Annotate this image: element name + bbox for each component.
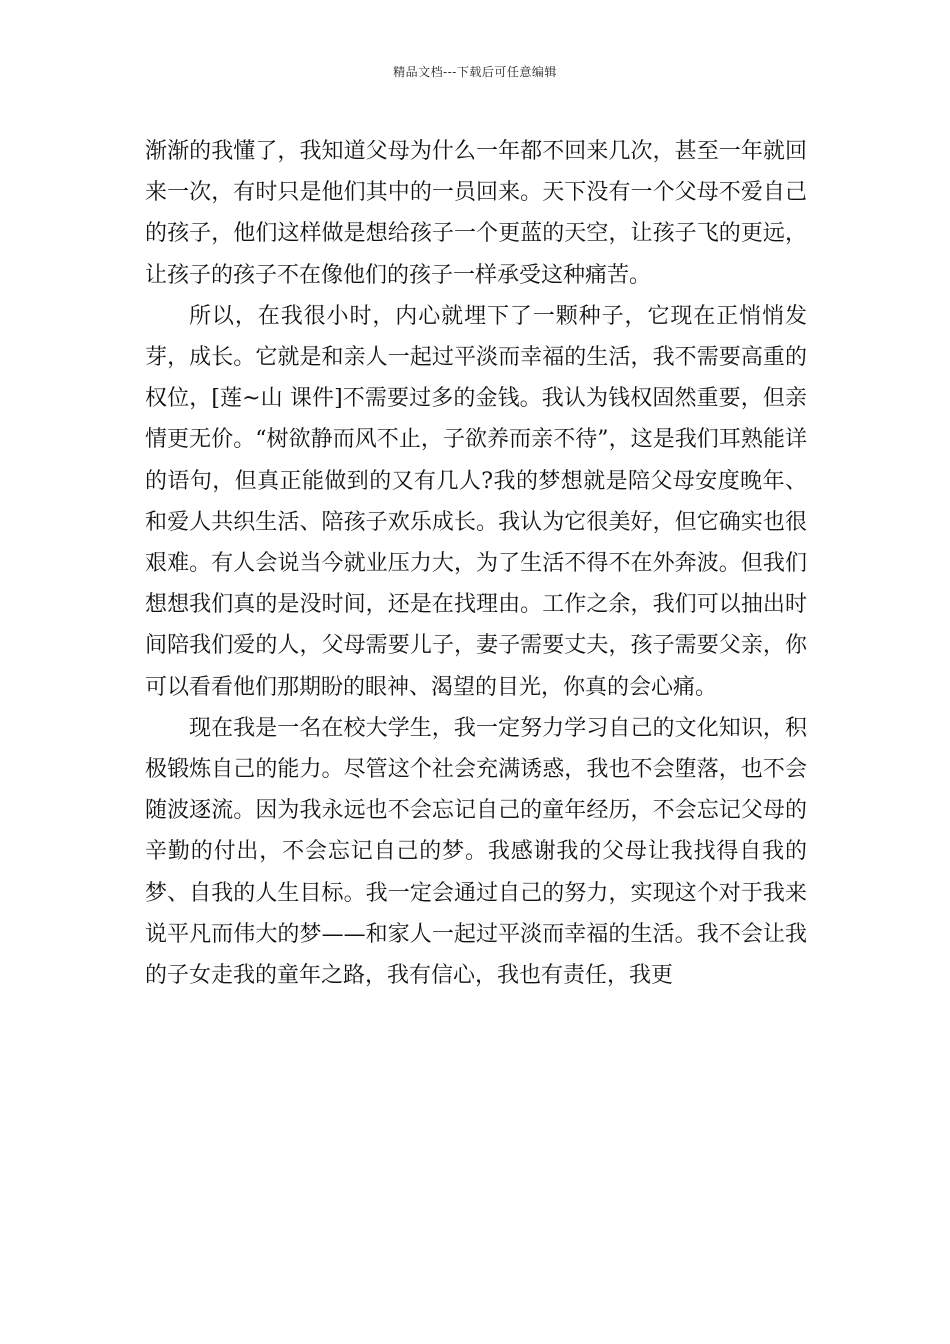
paragraph-3: 现在我是一名在校大学生，我一定努力学习自己的文化知识，积极锻炼自己的能力。尽管这个社会充满诱惑，我也不会堕落，也不会随波逐流。因为我永远也不会忘记自己的童年经历，不会忘记父母的辛勤的付出，不会忘记自己的梦。我感谢我的父母让我找得自我的梦、自我的人生目标。我一定会通过自己的努力，实现这个对于我来说平凡而伟大的梦——和家人一起过平淡而幸福的生活。我不会让我的子女走我的童年之路，我有信心，我也有责任，我更 (145, 715, 807, 989)
paragraph-1: 渐渐的我懂了，我知道父母为什么一年都不回来几次，甚至一年就回来一次，有时只是他们其中的一员回来。天下没有一个父母不爱自己的孩子，他们这样做是想给孩子一个更蓝的天空，让孩子飞的更远，让孩子的孩子不在像他们的孩子一样承受这种痛苦。 (145, 139, 807, 288)
page-header: 精品文档---下载后可任意编辑 (393, 65, 557, 79)
document-body (145, 131, 807, 996)
paragraph-2: 所以，在我很小时，内心就埋下了一颗种子，它现在正悄悄发芽，成长。它就是和亲人一起过平淡而幸福的生活，我不需要高重的权位，[莲~山 课件]不需要过多的金钱。我认为钱权固然重要，但亲情更无价。“树欲静而风不止，子欲养而亲不待”，这是我们耳熟能详的语句，但真正能做到的又有几人?我的梦想就是陪父母安度晚年、和爱人共织生活、陪孩子欢乐成长。我认为它很美好，但它确实也很艰难。有人会说当今就业压力大，为了生活不得不在外奔波。但我们想想我们真的是没时间，还是在找理由。工作之余，我们可以抽出时间陪我们爱的人，父母需要儿子，妻子需要丈夫，孩子需要父亲，你可以看看他们那期盼的眼神、渴望的目光，你真的会心痛。 (145, 303, 807, 700)
